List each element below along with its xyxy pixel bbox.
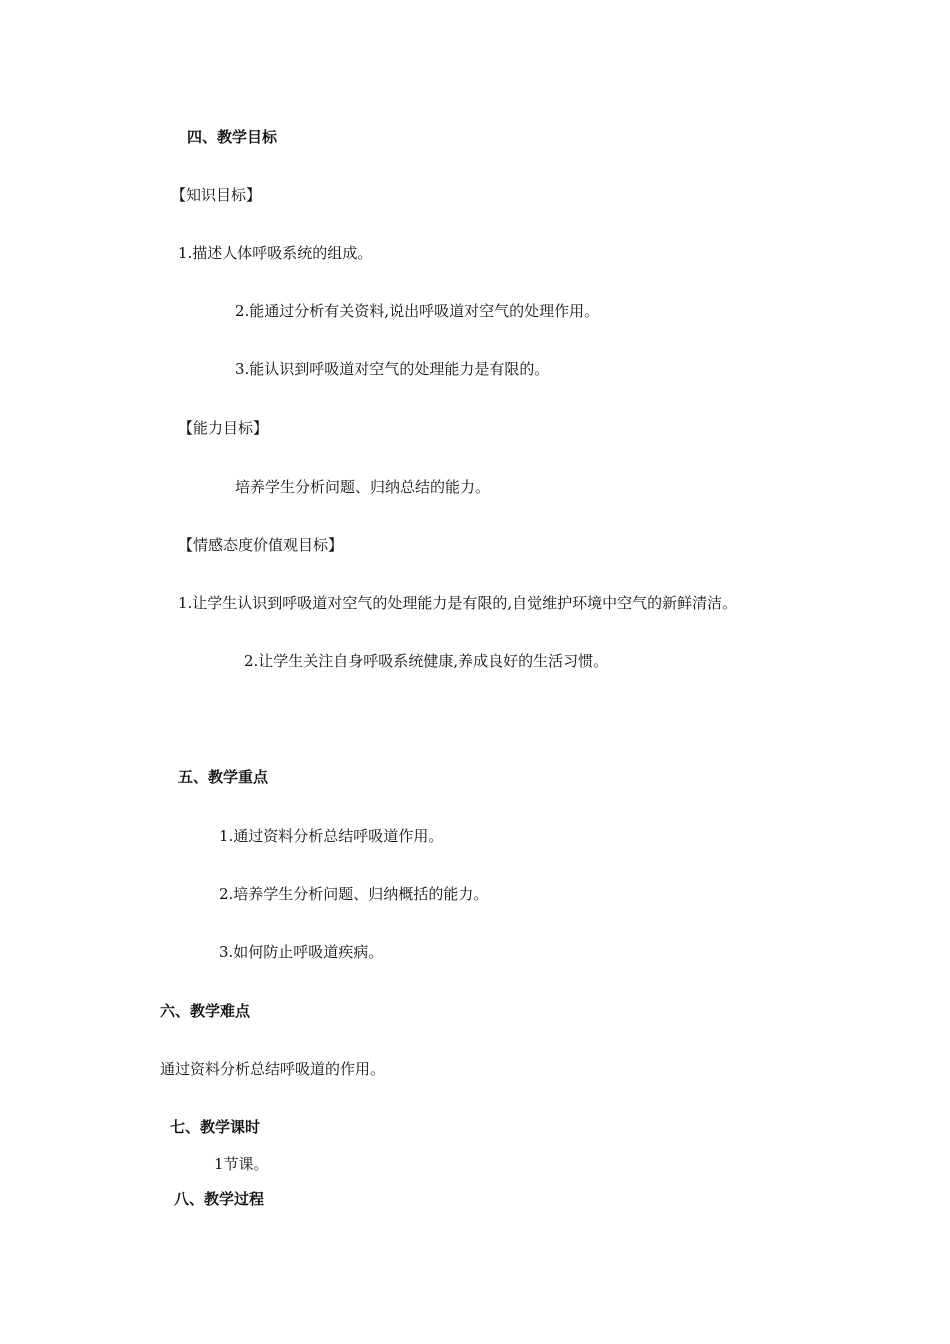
ability-objective-text: 培养学生分析问题、归纳总结的能力。 [235,478,491,496]
knowledge-objective-1: 1.描述人体呼吸系统的组成。 [178,244,373,262]
section-6-heading: 六、教学难点 [160,1002,251,1020]
key-point-1: 1.通过资料分析总结呼吸道作用。 [219,827,444,845]
key-point-2: 2.培养学生分析问题、归纳概括的能力。 [219,885,489,903]
emotion-objectives-label: 【情感态度价值观目标】 [178,536,344,554]
key-point-3: 3.如何防止呼吸道疾病。 [219,943,384,961]
class-hours-text: 1节课。 [214,1155,269,1173]
knowledge-objective-3: 3.能认识到呼吸道对空气的处理能力是有限的。 [235,360,550,378]
section-4-heading: 四、教学目标 [187,128,278,146]
emotion-objective-2: 2.让学生关注自身呼吸系统健康,养成良好的生活习惯。 [244,652,609,670]
section-8-heading: 八、教学过程 [174,1190,265,1208]
section-5-heading: 五、教学重点 [178,768,269,786]
knowledge-objective-2: 2.能通过分析有关资料,说出呼吸道对空气的处理作用。 [235,302,600,320]
section-7-heading: 七、教学课时 [170,1118,261,1136]
knowledge-objectives-label: 【知识目标】 [171,186,262,204]
difficulty-text: 通过资料分析总结呼吸道的作用。 [160,1060,386,1078]
emotion-objective-1: 1.让学生认识到呼吸道对空气的处理能力是有限的,自觉维护环境中空气的新鲜清洁。 [178,594,738,612]
ability-objectives-label: 【能力目标】 [178,419,269,437]
